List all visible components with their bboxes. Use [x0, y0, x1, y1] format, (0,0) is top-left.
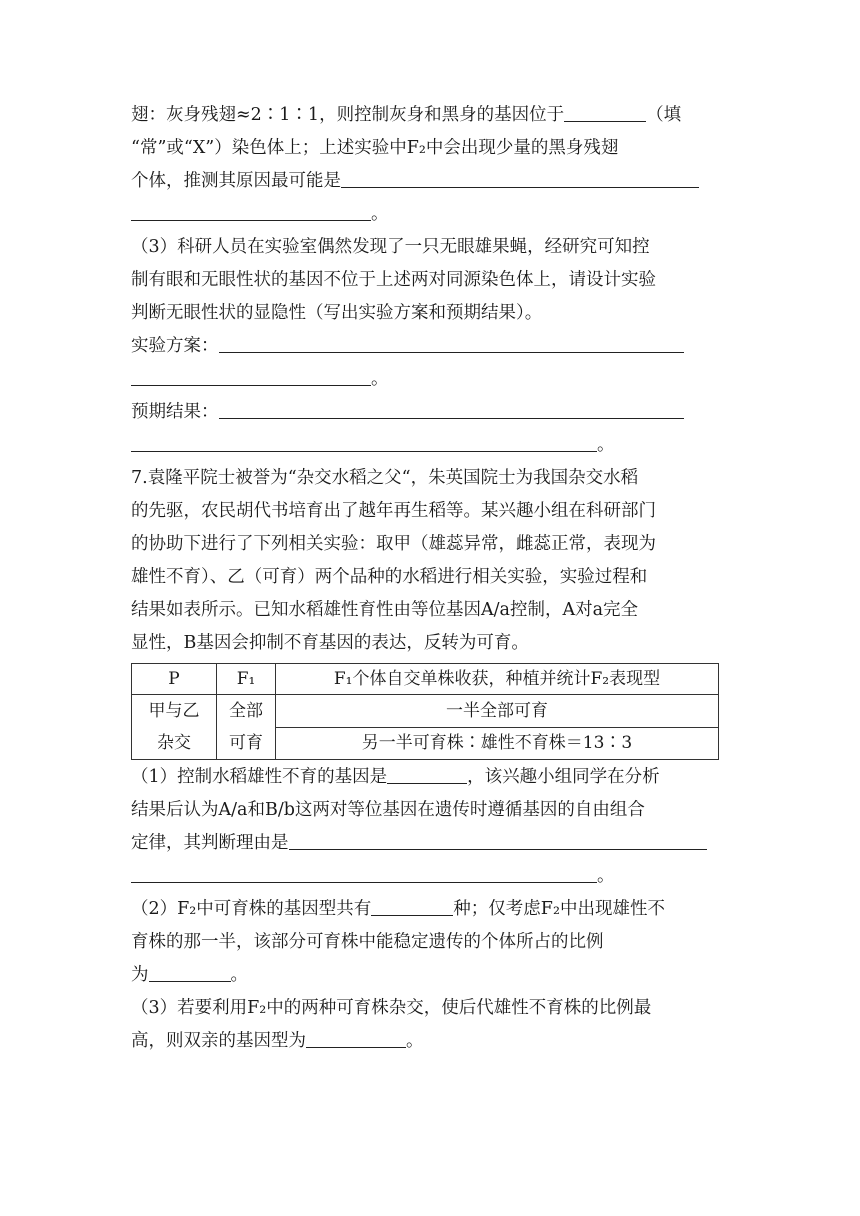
question-page — [131, 100, 731, 1059]
text-line — [131, 960, 731, 991]
answer-blank[interactable] — [564, 101, 646, 122]
text-span: 种；仅考虑F₂中出现雄性不 — [453, 899, 665, 919]
cell-p — [132, 695, 217, 760]
answer-blank[interactable] — [219, 398, 684, 419]
text-span: 的先驱，农民胡代书培育出了越年再生稻等。某兴趣小组在科研部门 — [131, 501, 656, 521]
text-span: 育株的那一半，该部分可育株中能稳定遗传的个体所占的比例 — [131, 932, 604, 952]
period: 。 — [230, 965, 248, 985]
table-header-row — [132, 664, 719, 695]
text-line — [131, 133, 731, 164]
text-span: “常”或“X”）染色体上；上述实验中F₂中会出现少量的黑身残翅 — [131, 138, 619, 158]
text-line — [131, 993, 731, 1024]
answer-blank[interactable] — [131, 200, 371, 221]
text-span: 显性，B基因会抑制不育基因的表达，反转为可育。 — [131, 633, 529, 653]
answer-blank[interactable] — [341, 167, 699, 188]
cell-f2-row1: 一半全部可育 — [276, 695, 719, 728]
text-span: 为 — [131, 965, 149, 985]
cell-text: 杂交 — [157, 733, 191, 753]
text-span: （3）科研人员在实验室偶然发现了一只无眼雄果蝇，经研究可知控 — [131, 237, 650, 257]
answer-blank[interactable] — [149, 961, 231, 982]
text-line — [131, 894, 731, 925]
text-span: ，该兴趣小组同学在分析 — [467, 767, 660, 787]
results-table — [131, 663, 719, 760]
plan-label: 实验方案： — [131, 336, 219, 356]
text-line — [131, 496, 731, 527]
text-span: 翅：灰身残翅≈2∶1∶1，则控制灰身和黑身的基因位于 — [131, 105, 565, 125]
text-span: 的协助下进行了下列相关实验：取甲（雄蕊异常，雌蕊正常，表现为 — [131, 534, 656, 554]
answer-blank[interactable] — [387, 763, 467, 784]
text-line — [131, 628, 731, 659]
period: 。 — [371, 204, 389, 224]
text-line — [131, 795, 731, 826]
text-span: 雄性不育）、乙（可育）两个品种的水稻进行相关实验，实验过程和 — [131, 567, 648, 587]
text-line — [131, 562, 731, 593]
text-line — [131, 463, 731, 494]
period: 。 — [597, 866, 615, 886]
answer-blank[interactable] — [219, 332, 684, 353]
text-line — [131, 298, 731, 329]
text-line — [131, 265, 731, 296]
answer-blank[interactable] — [289, 829, 707, 850]
text-span: 个体，推测其原因最可能是 — [131, 171, 341, 191]
text-line — [131, 166, 731, 197]
answer-blank[interactable] — [131, 431, 597, 452]
text-line — [131, 927, 731, 958]
text-line — [131, 762, 731, 793]
answer-blank[interactable] — [306, 1027, 406, 1048]
text-span: （填 — [646, 105, 682, 125]
period: 。 — [406, 1031, 424, 1051]
text-line — [131, 100, 731, 131]
answer-blank[interactable] — [131, 862, 597, 883]
text-line — [131, 1026, 731, 1057]
text-line — [131, 529, 731, 560]
table-row — [132, 695, 719, 728]
cell-text: 甲与乙 — [148, 701, 200, 721]
text-line — [131, 232, 731, 263]
text-line — [131, 828, 731, 859]
header-f1: F₁ — [217, 664, 276, 695]
result-label: 预期结果： — [131, 402, 219, 422]
text-span: 高，则双亲的基因型为 — [131, 1031, 306, 1051]
answer-blank[interactable] — [371, 895, 453, 916]
header-p: P — [132, 664, 217, 695]
text-line — [131, 364, 731, 395]
text-span: （2）F₂中可育株的基因型共有 — [131, 899, 372, 919]
text-line — [131, 430, 731, 461]
text-span: 制有眼和无眼性状的基因不位于上述两对同源染色体上，请设计实验 — [131, 270, 656, 290]
answer-blank[interactable] — [131, 365, 371, 386]
text-line — [131, 861, 731, 892]
text-span: （1）控制水稻雄性不育的基因是 — [131, 767, 388, 787]
cell-f2-row2: 另一半可育株∶雄性不育株＝13∶3 — [276, 727, 719, 760]
text-line — [131, 595, 731, 626]
cell-text: 全部 — [229, 701, 263, 721]
text-line — [131, 331, 731, 362]
text-span: 结果后认为A/a和B/b这两对等位基因在遗传时遵循基因的自由组合 — [131, 800, 645, 820]
period: 。 — [371, 369, 389, 389]
cell-text: 可育 — [229, 733, 263, 753]
cell-f1 — [217, 695, 276, 760]
text-span: 结果如表所示。已知水稻雄性育性由等位基因A/a控制，A对a完全 — [131, 600, 639, 620]
text-span: （3）若要利用F₂中的两种可育株杂交，使后代雄性不育株的比例最 — [131, 998, 652, 1018]
text-span: 定律，其判断理由是 — [131, 833, 289, 853]
text-span: 7.袁隆平院士被誉为“杂交水稻之父“，朱英国院士为我国杂交水稻 — [131, 468, 639, 488]
period: 。 — [597, 435, 615, 455]
header-f2: F₁个体自交单株收获，种植并统计F₂表现型 — [276, 664, 719, 695]
text-line — [131, 199, 731, 230]
text-line — [131, 397, 731, 428]
text-span: 判断无眼性状的显隐性（写出实验方案和预期结果）。 — [131, 303, 543, 323]
